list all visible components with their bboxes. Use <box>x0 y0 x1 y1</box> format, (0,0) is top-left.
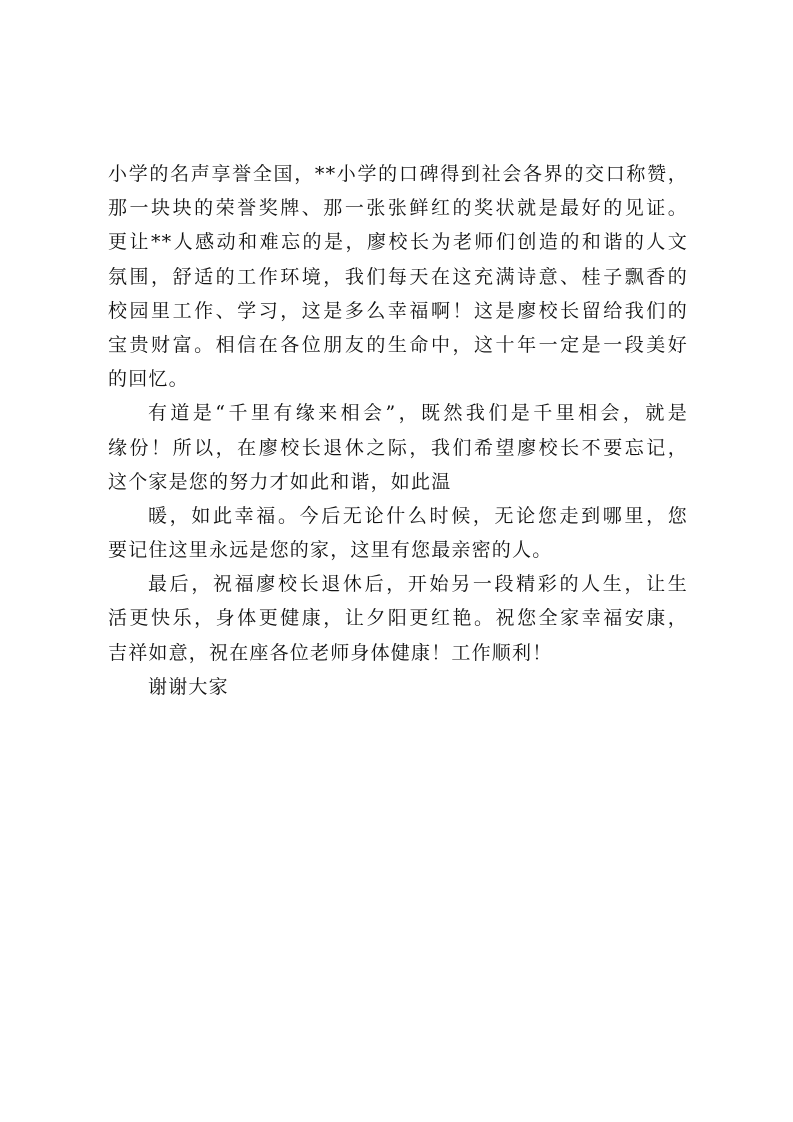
text-line: 这个家是您的努力才如此和谐，如此温 <box>108 470 452 493</box>
speech-text-body <box>108 157 688 704</box>
text-line: 缘份！所以，在廖校长退休之际，我们希望廖校长不要忘记， <box>108 436 688 459</box>
text-line: 校园里工作、学习，这是多么幸福啊！这是廖校长留给我们的 <box>108 299 688 322</box>
text-line: 那一块块的荣誉奖牌、那一张张鲜红的奖状就是最好的见证。 <box>108 197 688 220</box>
text-line: 更让**人感动和难忘的是，廖校长为老师们创造的和谐的人文 <box>108 231 688 254</box>
text-line: 要记住这里永远是您的家，这里有您最亲密的人。 <box>108 539 553 562</box>
paragraph-first-line: 暖，如此幸福。今后无论什么时候，无论您走到哪里，您 <box>148 504 688 527</box>
closing-line: 谢谢大家 <box>148 675 229 698</box>
text-line: 吉祥如意，祝在座各位老师身体健康！工作顺利！ <box>108 641 553 664</box>
paragraph-first-line: 最后，祝福廖校长退休后，开始另一段精彩的人生，让生 <box>148 573 688 596</box>
text-line: 小学的名声享誉全国，**小学的口碑得到社会各界的交口称赞， <box>108 163 688 185</box>
text-line: 活更快乐，身体更健康，让夕阳更红艳。祝您全家幸福安康， <box>108 607 688 630</box>
paragraph-first-line: 有道是“千里有缘来相会”，既然我们是千里相会，就是 <box>148 402 688 425</box>
text-line: 宝贵财富。相信在各位朋友的生命中，这十年一定是一段美好 <box>108 333 688 356</box>
text-line: 的回忆。 <box>108 368 189 391</box>
text-line: 氛围，舒适的工作环境，我们每天在这充满诗意、桂子飘香的 <box>108 265 688 288</box>
